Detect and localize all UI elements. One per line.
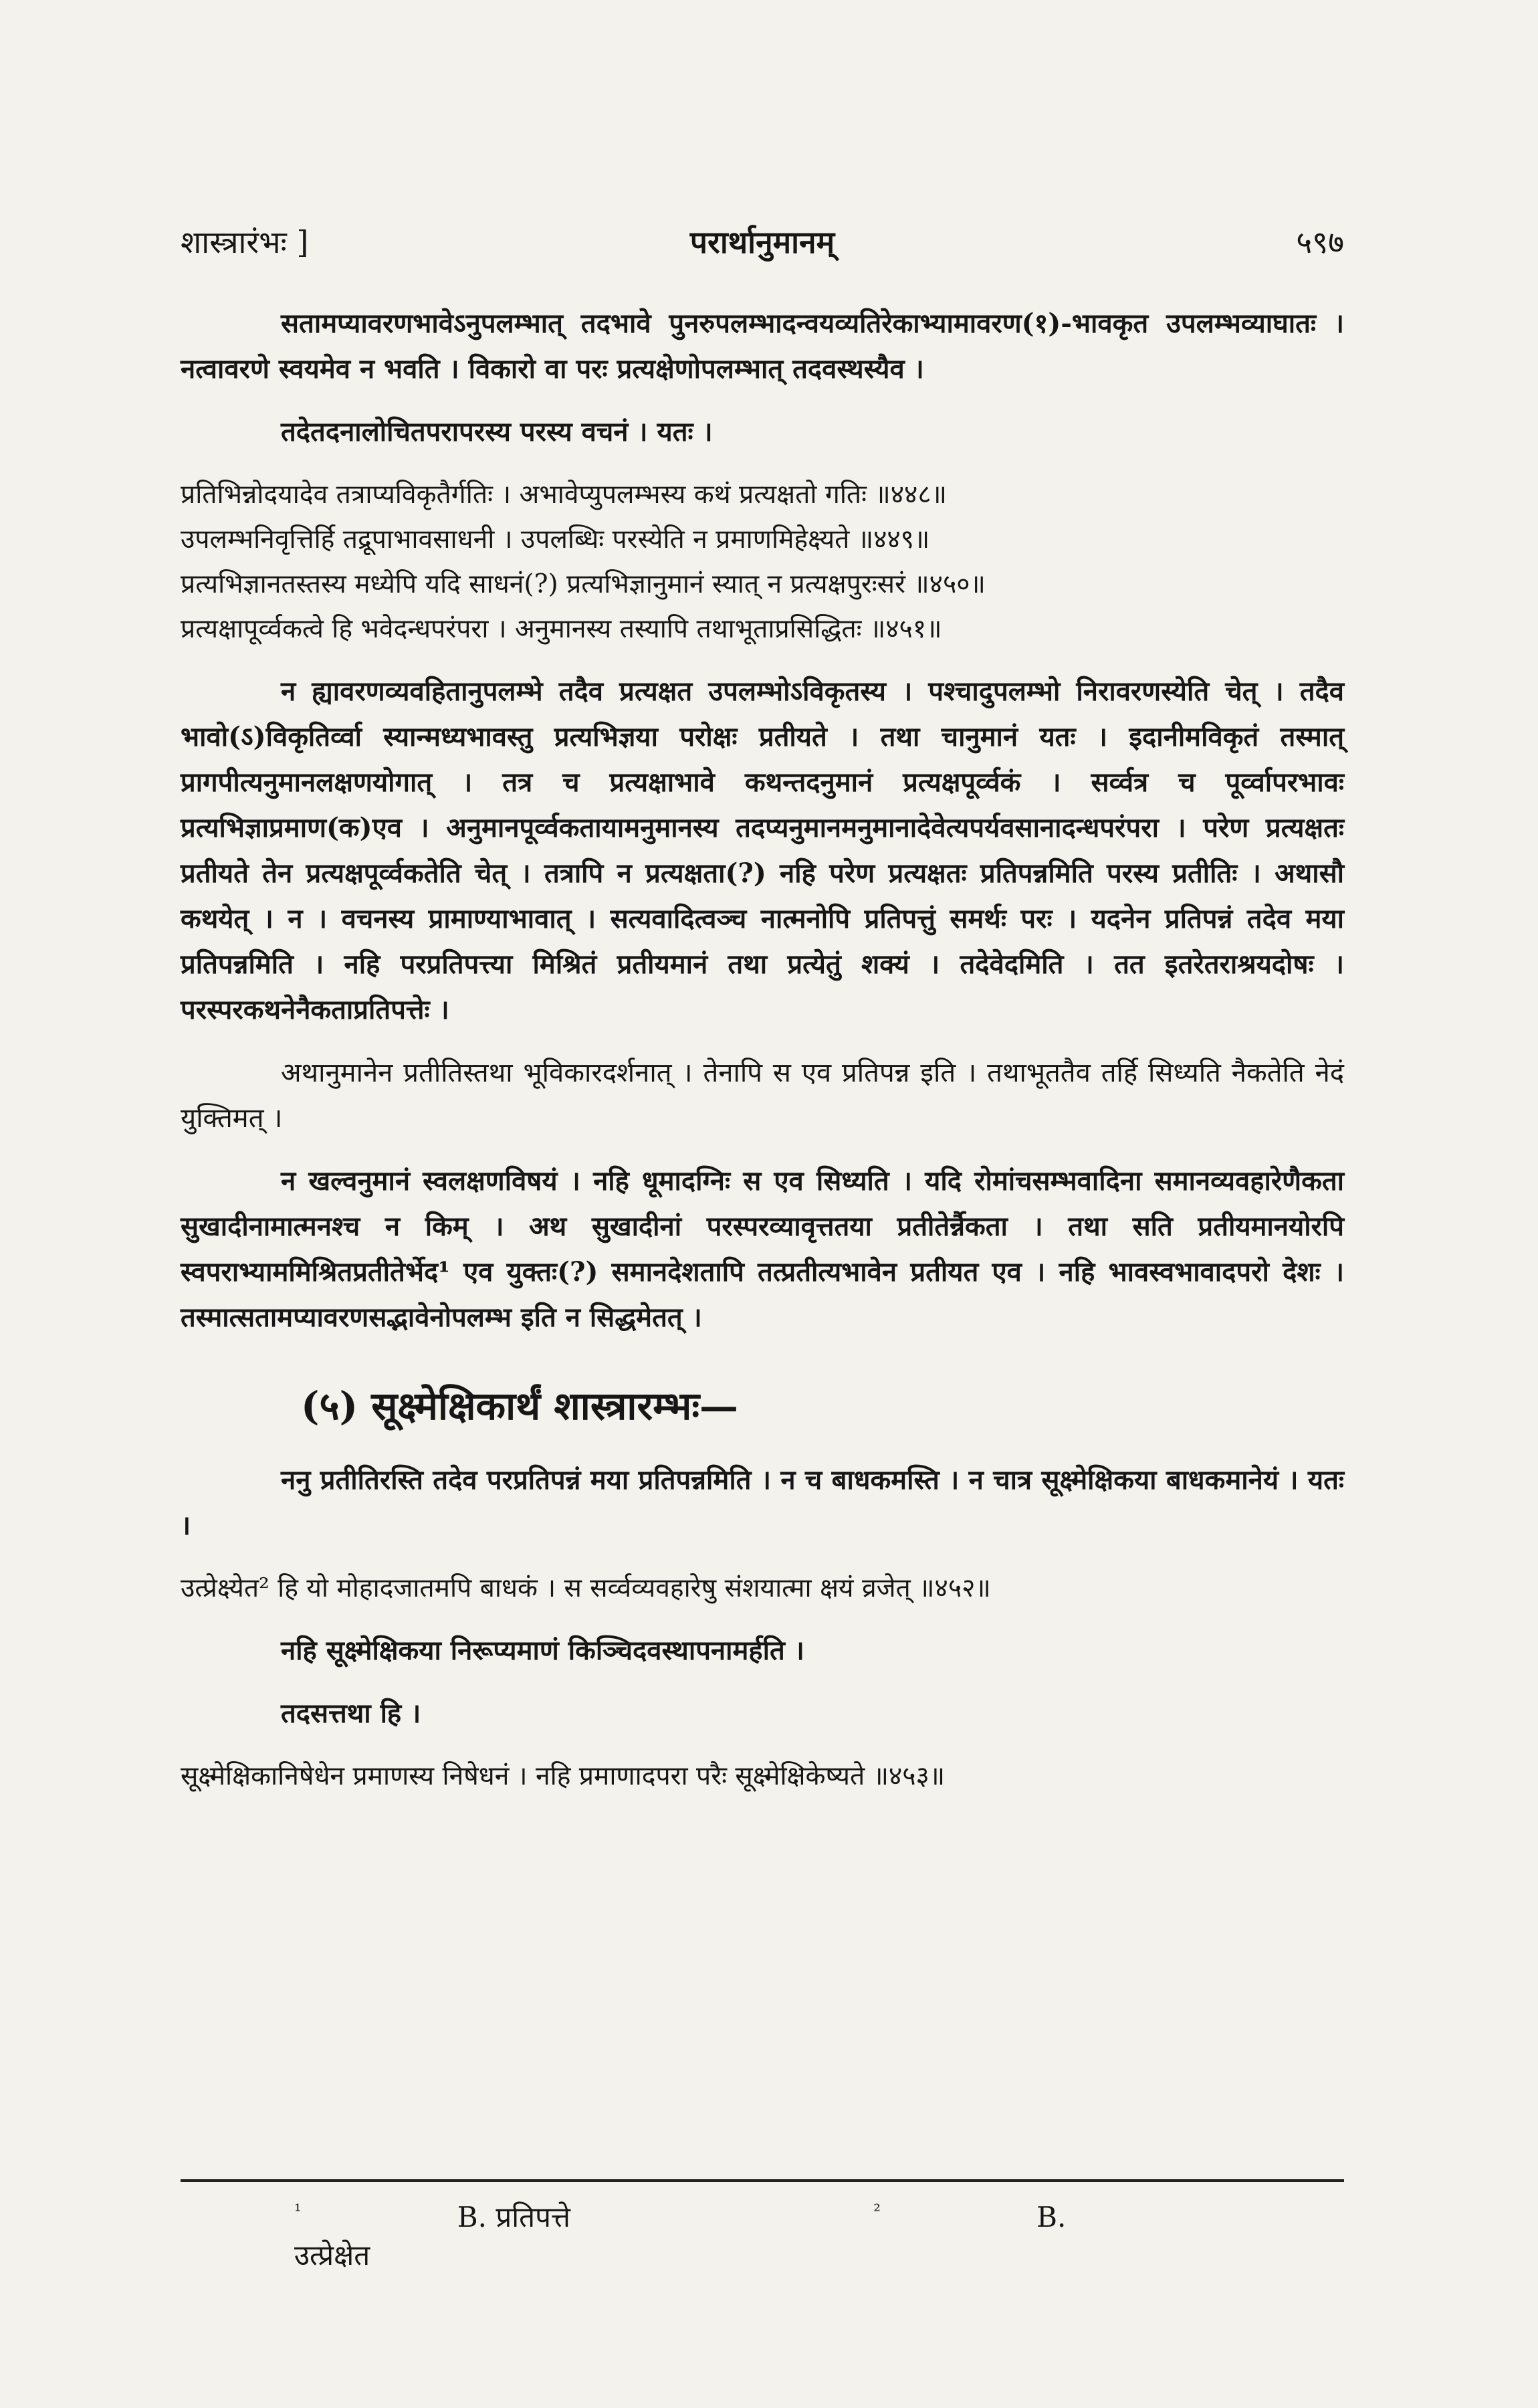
paragraph: तदेतदनालोचितपरापरस्य परस्य वचनं । यतः । bbox=[281, 416, 713, 447]
verse-452: उत्प्रेक्ष्येत² हि यो मोहादजातमपि बाधकं । स सर्व्वव्यवहारेषु संशयात्मा क्षयं व्रजेत् ॥४५२॥ bbox=[181, 1573, 991, 1603]
header-section: शास्त्रारंभः ] bbox=[181, 224, 309, 260]
running-header bbox=[181, 221, 1344, 274]
page-body bbox=[181, 301, 1344, 1799]
page-number: ५९७ bbox=[1296, 224, 1344, 260]
section-heading: (५) सूक्ष्मेक्षिकार्थं शास्त्रारम्भः— bbox=[301, 1383, 739, 1429]
footnote-divider bbox=[181, 2179, 1344, 2182]
footnotes bbox=[294, 2197, 1297, 2274]
paragraph: अथानुमानेन प्रतीतिस्तथा भूविकारदर्शनात् । तेनापि स एव प्रतिपन्न इति । तथाभूततैव तर्हि सिध्यति नैकतेति नेदं युक्तिमत् । bbox=[181, 1058, 1344, 1134]
header-title: परार्थानुमानम् bbox=[689, 224, 835, 260]
footnote bbox=[294, 2201, 718, 2233]
footnote-text: B. प्रतिपत्ते bbox=[457, 2201, 570, 2233]
paragraph: न खल्वनुमानं स्वलक्षणविषयं । नहि धूमादग्निः स एव सिध्यति । यदि रोमांचसम्भवादिना समानव्यवहारेणैकता सुखादीनामात्मनश्च न किम् । अथ सुखादीनां परस्परव्यावृत्ततया प्रतीतेर्न्नैकता । तथा सति प्रतीयमानयोरपि स्वपराभ्याममिश्रितप्रतीतेर्भेद¹ एव युक्तः(?) समानदेशतापि तत्प्रतीत्यभावेन प्रतीयत एव । नहि भावस्वभावादपरो देशः । तस्मात्सतामप्यावरणसद्भावेनोपलम्भ इति न सिद्धमेतत् । bbox=[181, 1165, 1344, 1333]
verse-449: उपलम्भनिवृत्तिर्हि तद्रूपाभावसाधनी । उपलब्धिः परस्येति न प्रमाणमिहेक्ष्यते ॥४४९॥ bbox=[181, 524, 930, 555]
footnote-mark: ² bbox=[873, 2201, 881, 2221]
verse-453: सूक्ष्मेक्षिकानिषेधेन प्रमाणस्य निषेधनं । नहि प्रमाणादपरा परैः सूक्ष्मेक्षिकेष्यते ॥४५३॥ bbox=[181, 1761, 946, 1791]
footnote-text: B. उत्प्रेक्षेत bbox=[294, 2201, 1067, 2272]
verse-448: प्रतिभिन्नोदयादेव तत्राप्यविकृतैर्गतिः । अभावेप्युपलम्भस्य कथं प्रत्यक्षतो गतिः ॥४४८॥ bbox=[181, 480, 947, 510]
footnote-mark: ¹ bbox=[294, 2201, 302, 2221]
verse-451: प्रत्यक्षापूर्व्वकत्वे हि भवेदन्धपरंपरा । अनुमानस्य तस्यापि तथाभूताप्रसिद्धितः ॥४५१॥ bbox=[181, 614, 942, 644]
paragraph: न ह्यावरणव्यवहितानुपलम्भे तदैव प्रत्यक्षत उपलम्भोऽविकृतस्य । पश्चादुपलम्भो निरावरणस्येति चेत् । तदैव भावो(ऽ)विकृतिर्व्वा स्यान्मध्यभावस्तु प्रत्यभिज्ञया परोक्षः प्रतीयते । तथा चानुमानं यतः । इदानीमविकृतं तस्मात् प्रागपीत्यनुमानलक्षणयोगात् । तत्र च प्रत्यक्षाभावे कथन्तदनुमानं प्रत्यक्षपूर्व्वकं । सर्व्वत्र च पूर्व्वापरभावः प्रत्यभिज्ञाप्रमाण(क)एव । अनुमानपूर्व्वकतायामनुमानस्य तदप्यनुमानमनुमानादेवेत्यपर्यवसानादन्धपरंपरा । परेण प्रत्यक्षतः प्रतीयते तेन प्रत्यक्षपूर्व्वकतेति चेत् । तत्रापि न प्रत्यक्षता(?) नहि परेण प्रत्यक्षतः प्रतिपन्नमिति परस्य प्रतीतिः । अथासौ कथयेत् । न । वचनस्य प्रामाण्याभावात् । सत्यवादित्वञ्च नात्मनोपि प्रतिपत्तुं समर्थः परः । यदनेन प्रतिपन्नं तदेव मया प्रतिपन्नमिति । नहि परप्रतिपत्त्या मिश्रितं प्रतीयमानं तथा प्रत्येतुं शक्यं । तदेवेदमिति । तत इतरेतराश्रयदोषः । परस्परकथनेनैकताप्रतिपत्तेः । bbox=[181, 676, 1344, 1025]
verse-block bbox=[181, 472, 1344, 651]
paragraph: ननु प्रतीतिरस्ति तदेव परप्रतिपन्नं मया प्रतिपन्नमिति । न च बाधकमस्ति । न चात्र सूक्ष्मेक्षिकया बाधकमानेयं । यतः । bbox=[181, 1464, 1344, 1541]
paragraph: सतामप्यावरणभावेऽनुपलम्भात् तदभावे पुनरुपलम्भादन्वयव्यतिरेकाभ्यामावरण(१)-भावकृत उपलम्भव्याघातः । नत्वावरणे स्वयमेव न भवति । विकारो वा परः प्रत्यक्षेणोपलम्भात् तदवस्थस्यैव । bbox=[181, 308, 1344, 385]
paragraph: नहि सूक्ष्मेक्षिकया निरूप्यमाणं किञ्चिदवस्थापनामर्हति । bbox=[281, 1635, 804, 1666]
verse-450: प्रत्यभिज्ञानतस्तस्य मध्येपि यदि साधनं(?) प्रत्यभिज्ञानुमानं स्यात् न प्रत्यक्षपुरःसरं ॥४५०॥ bbox=[181, 569, 986, 599]
paragraph: तदसत्तथा हि । bbox=[281, 1698, 421, 1729]
